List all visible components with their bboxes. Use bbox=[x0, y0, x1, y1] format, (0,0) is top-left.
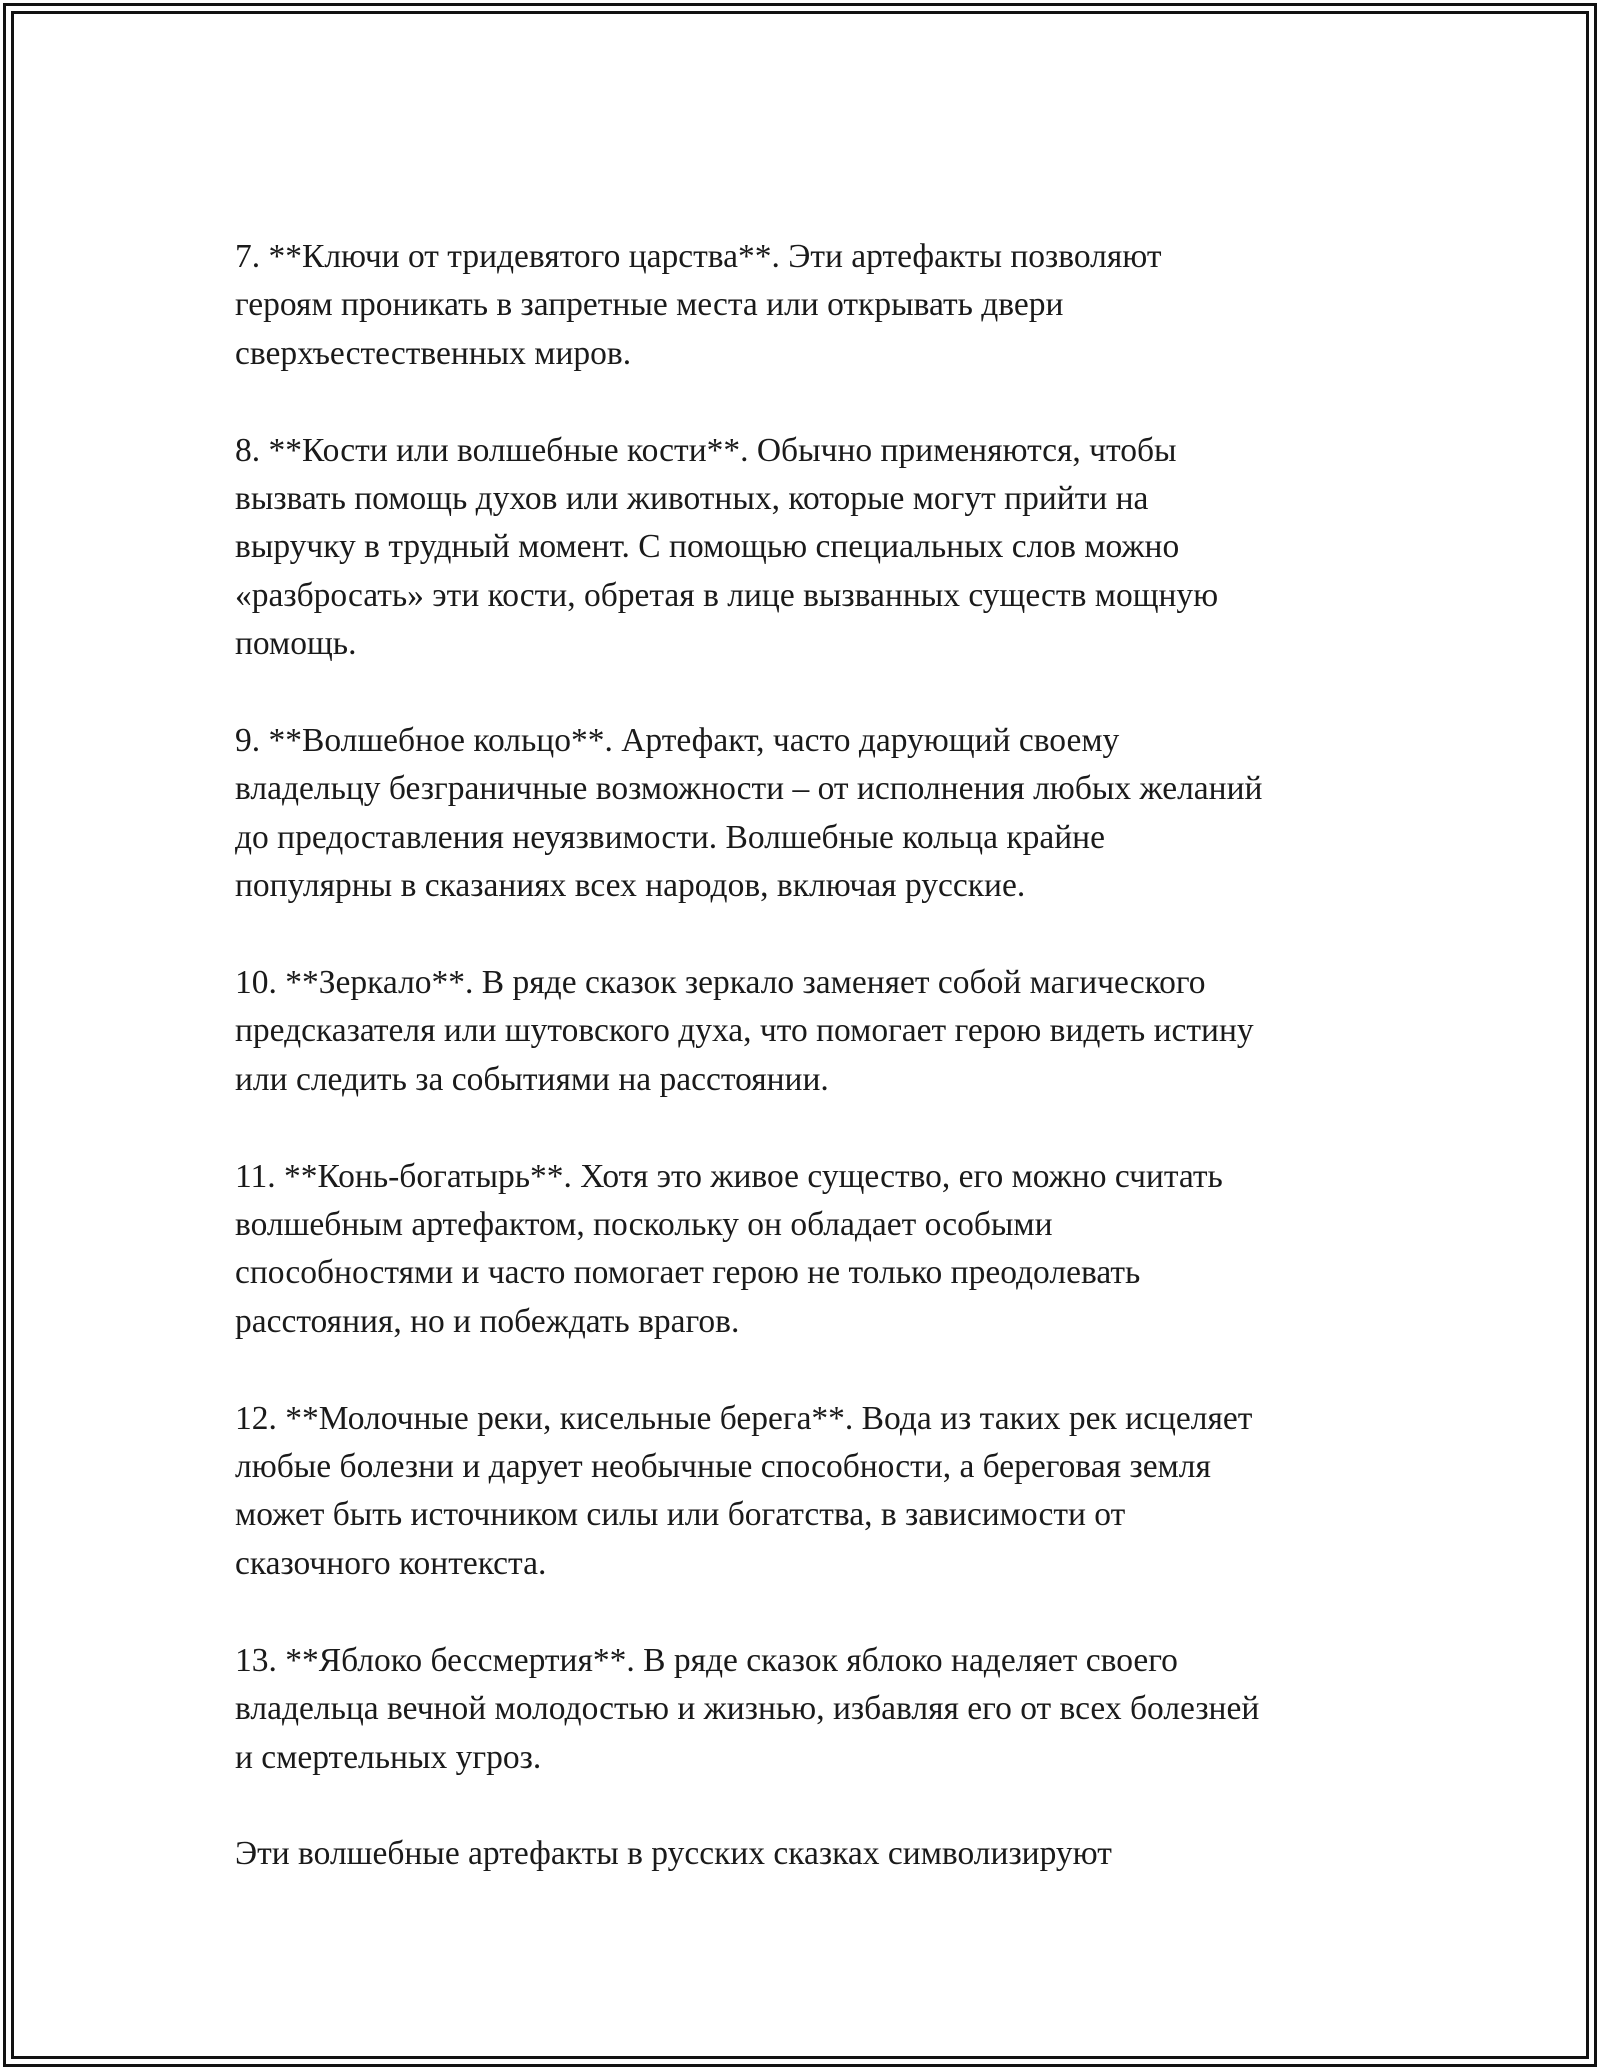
text-line: способностями и часто помогает герою не только преодолевать bbox=[235, 1254, 1141, 1292]
text-line: владельца вечной молодостью и жизнью, избавляя его от всех болезней bbox=[235, 1690, 1260, 1728]
text-line: владельцу безграничные возможности – от исполнения любых желаний bbox=[235, 770, 1263, 808]
text-line: вызвать помощь духов или животных, которые могут прийти на bbox=[235, 480, 1149, 518]
document-body bbox=[235, 233, 1385, 1879]
text-line: сверхъестественных миров. bbox=[235, 334, 632, 372]
text-line: или следить за событиями на расстоянии. bbox=[235, 1060, 829, 1098]
paragraph-item-7 bbox=[235, 233, 1385, 378]
paragraph-item-8 bbox=[235, 427, 1385, 669]
text-line: сказочного контекста. bbox=[235, 1544, 547, 1582]
text-line: 12. **Молочные реки, кисельные берега**. Вода из таких рек исцеляет bbox=[235, 1399, 1253, 1437]
text-line: предсказателя или шутовского духа, что помогает герою видеть истину bbox=[235, 1012, 1254, 1050]
text-line: 8. **Кости или волшебные кости**. Обычно применяются, чтобы bbox=[235, 431, 1177, 469]
text-line: 10. **Зеркало**. В ряде сказок зеркало заменяет собой магического bbox=[235, 964, 1206, 1002]
paragraph-item-10 bbox=[235, 959, 1385, 1104]
text-line: популярны в сказаниях всех народов, включая русские. bbox=[235, 867, 1026, 905]
text-line: Эти волшебные артефакты в русских сказках символизируют bbox=[235, 1835, 1112, 1873]
text-line: волшебным артефактом, поскольку он обладает особыми bbox=[235, 1206, 1053, 1244]
text-line: 11. **Конь-богатырь**. Хотя это живое существо, его можно считать bbox=[235, 1157, 1223, 1195]
text-line: выручку в трудный момент. С помощью специальных слов можно bbox=[235, 528, 1180, 566]
text-line: до предоставления неуязвимости. Волшебные кольца крайне bbox=[235, 818, 1105, 856]
text-line: 9. **Волшебное кольцо**. Артефакт, часто дарующий своему bbox=[235, 722, 1120, 760]
text-line: может быть источником силы или богатства, в зависимости от bbox=[235, 1496, 1126, 1534]
text-line: 13. **Яблоко бессмертия**. В ряде сказок яблоко наделяет своего bbox=[235, 1641, 1178, 1679]
paragraph-item-11 bbox=[235, 1153, 1385, 1347]
paragraph-item-9 bbox=[235, 717, 1385, 911]
paragraph-conclusion bbox=[235, 1830, 1385, 1878]
text-line: героям проникать в запретные места или открывать двери bbox=[235, 286, 1064, 324]
text-line: расстояния, но и побеждать врагов. bbox=[235, 1302, 740, 1340]
paragraph-item-12 bbox=[235, 1395, 1385, 1589]
text-line: помощь. bbox=[235, 625, 357, 663]
text-line: любые болезни и дарует необычные способности, а береговая земля bbox=[235, 1448, 1211, 1486]
text-line: и смертельных угроз. bbox=[235, 1738, 542, 1776]
text-line: 7. **Ключи от тридевятого царства**. Эти артефакты позволяют bbox=[235, 238, 1162, 275]
text-line: «разбросать» эти кости, обретая в лице вызванных существ мощную bbox=[235, 576, 1219, 614]
paragraph-item-13 bbox=[235, 1637, 1385, 1782]
